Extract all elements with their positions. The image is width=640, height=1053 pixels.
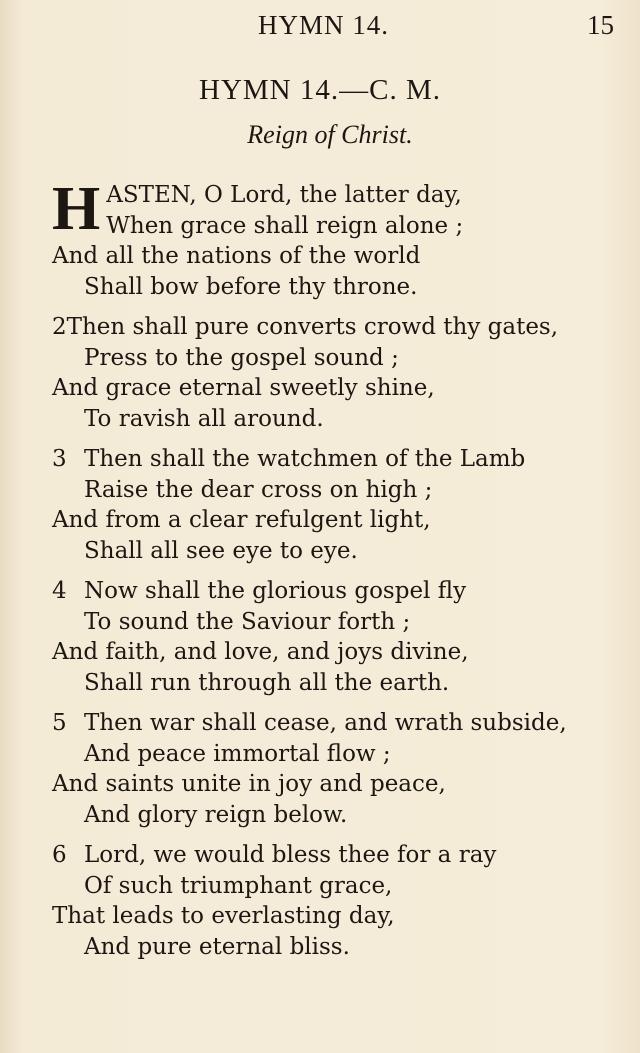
verse-4: [52, 576, 622, 698]
hymn-body: [52, 175, 622, 972]
verse-line-text: When grace shall reign alone ;: [106, 212, 464, 239]
verse-line: [52, 475, 622, 506]
verse-line: [52, 505, 622, 536]
verse-line-text: And grace eternal sweetly shine,: [52, 375, 435, 401]
verse-line-text: Raise the dear cross on high ;: [84, 476, 433, 503]
verse-number: 5: [52, 710, 67, 736]
verse-line-text: And from a clear refulgent light,: [52, 507, 431, 533]
verse-line-text: Then shall the watchmen of the Lamb: [84, 446, 526, 472]
verse-line: [52, 241, 622, 272]
verse-5: [52, 708, 622, 830]
verse-line: [52, 576, 622, 607]
verse-number: 6: [52, 842, 67, 868]
verse-line-text: And all the nations of the world: [52, 243, 421, 269]
verse-line-text: And glory reign below.: [84, 801, 348, 828]
verse-line-text: Then shall pure converts crowd thy gates,: [66, 314, 559, 340]
verse-line: [52, 607, 622, 638]
hymn-title: HYMN 14.—C. M.: [199, 74, 441, 106]
verse-line: [52, 637, 622, 668]
verse-line-text: ASTEN, O Lord, the latter day,: [106, 182, 462, 208]
verse-3: [52, 444, 622, 566]
verse-1: [52, 175, 622, 302]
verse-line-text: Shall bow before thy throne.: [84, 273, 418, 300]
verse-line: [52, 871, 622, 902]
verse-line-text: To ravish all around.: [84, 405, 324, 432]
verse-line-text: And peace immortal flow ;: [84, 740, 391, 767]
verse-line-text: Lord, we would bless thee for a ray: [84, 842, 497, 868]
verse-line-text: To sound the Saviour forth ;: [84, 608, 411, 635]
verse-line: [52, 769, 622, 800]
verse-line-text: Shall run through all the earth.: [84, 669, 450, 696]
verse-line: [52, 211, 622, 242]
verse-line: [52, 536, 622, 567]
verse-line-text: Shall all see eye to eye.: [84, 537, 358, 564]
running-head: [0, 10, 640, 46]
drop-cap: H: [52, 175, 101, 243]
verse-line: [52, 312, 622, 343]
verse-line: [52, 272, 622, 303]
verse-line-text: Press to the gospel sound ;: [84, 344, 399, 371]
verse-2: [52, 312, 622, 434]
verse-line: [52, 373, 622, 404]
verse-line: [52, 739, 622, 770]
page-number: 15: [587, 10, 614, 40]
verse-number: 3: [52, 446, 67, 472]
verse-line: [52, 343, 622, 374]
verse-line-text: That leads to everlasting day,: [52, 903, 395, 929]
verse-line-text: And faith, and love, and joys divine,: [52, 639, 469, 665]
hymn-subtitle: Reign of Christ.: [247, 120, 413, 149]
verse-number: 2: [52, 314, 67, 340]
verse-line: [52, 840, 622, 871]
verse-line-text: And pure eternal bliss.: [84, 933, 350, 960]
verse-line: [52, 901, 622, 932]
verse-line: [52, 668, 622, 699]
running-head-title: HYMN 14.: [258, 10, 390, 40]
verse-line: [52, 708, 622, 739]
verse-number: 4: [52, 578, 67, 604]
verse-line-text: And saints unite in joy and peace,: [52, 771, 446, 797]
verse-6: [52, 840, 622, 962]
verse-line: [52, 800, 622, 831]
verse-line-text: Now shall the glorious gospel fly: [84, 578, 467, 604]
verse-line-text: Then war shall cease, and wrath subside,: [84, 710, 567, 736]
verse-line: [52, 444, 622, 475]
verse-line: [52, 404, 622, 435]
verse-line-text: Of such triumphant grace,: [84, 872, 393, 899]
verse-line: [52, 932, 622, 963]
